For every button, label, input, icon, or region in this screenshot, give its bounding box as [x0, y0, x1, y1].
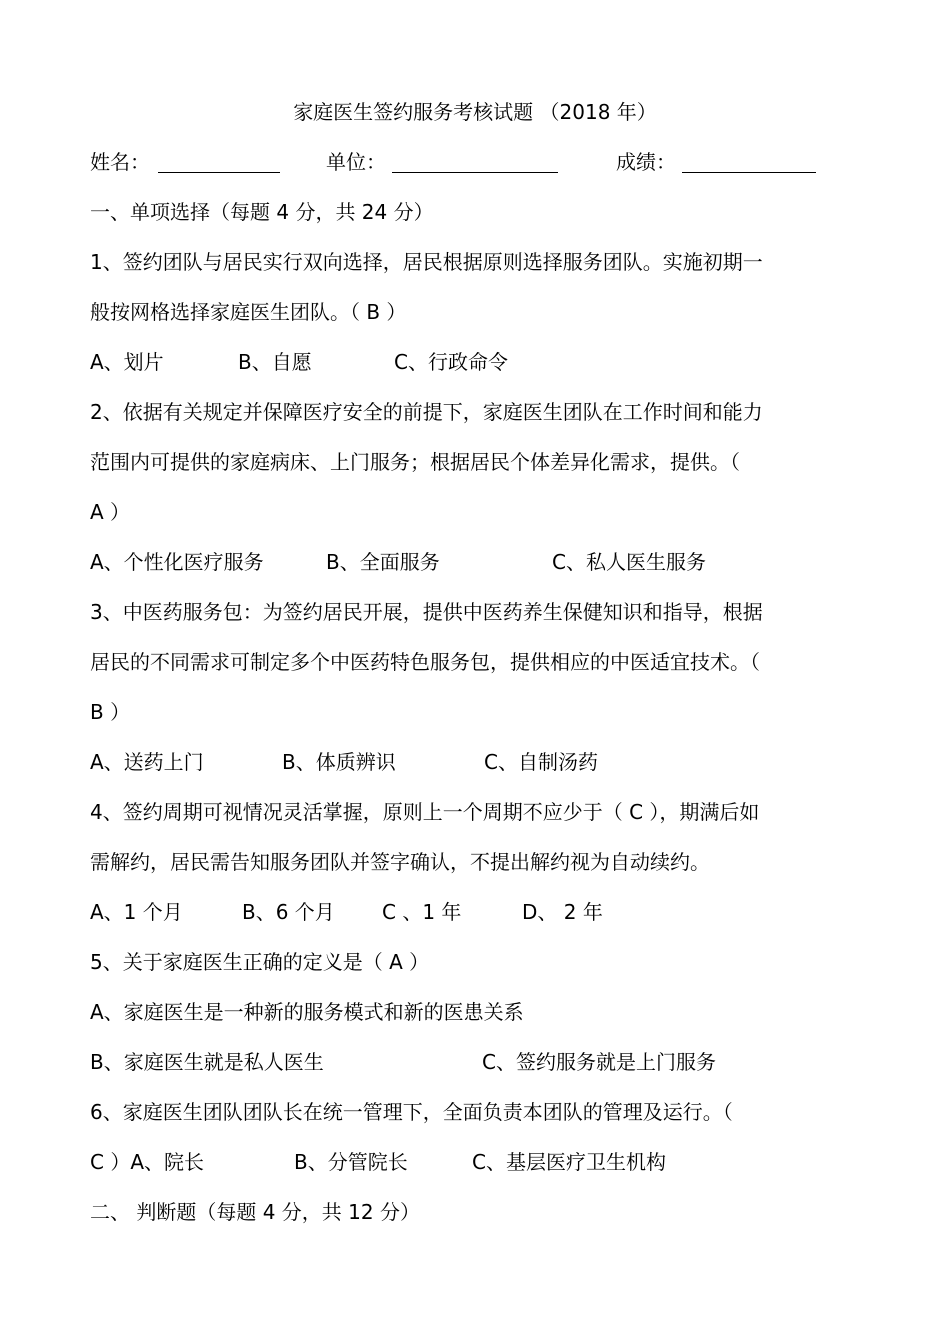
option: A、个性化医疗服务 [90, 550, 264, 574]
option: A、1 个月 [90, 900, 183, 924]
option: A、送药上门 [90, 750, 204, 774]
question-text: 2、依据有关规定并保障医疗安全的前提下，家庭医生团队在工作时间和能力 [90, 400, 763, 424]
option: B、自愿 [238, 350, 312, 374]
unit-label: 单位： [326, 150, 386, 174]
question-text: 居民的不同需求可制定多个中医药特色服务包，提供相应的中医适宜技术。（ [90, 650, 760, 674]
question-text: 需解约，居民需告知服务团队并签字确认，不提出解约视为自动续约。 [90, 850, 710, 874]
section-heading: 一、单项选择（每题 4 分，共 24 分） [90, 200, 434, 224]
option: C 、1 年 [382, 900, 462, 924]
name-label: 姓名： [90, 150, 150, 174]
score-label: 成绩： [616, 150, 676, 174]
option: C、私人医生服务 [552, 550, 706, 574]
option: D、 2 年 [522, 900, 603, 924]
unit-blank [392, 152, 558, 173]
page-title: 家庭医生签约服务考核试题 （2018 年） [293, 100, 657, 124]
question-text: 4、签约周期可视情况灵活掌握，原则上一个周期不应少于（ C ），期满后如 [90, 800, 760, 824]
question-text: B ） [90, 700, 131, 724]
option: C ）A、院长 [90, 1150, 205, 1174]
option: C、基层医疗卫生机构 [472, 1150, 666, 1174]
question-text: A ） [90, 500, 131, 524]
option: A、家庭医生是一种新的服务模式和新的医患关系 [90, 1000, 524, 1024]
option: B、分管院长 [294, 1150, 408, 1174]
option: B、全面服务 [326, 550, 440, 574]
section-heading: 二、 判断题（每题 4 分，共 12 分） [90, 1200, 420, 1224]
option: C、自制汤药 [484, 750, 598, 774]
question-text: 3、中医药服务包：为签约居民开展，提供中医药养生保健知识和指导，根据 [90, 600, 763, 624]
question-text: 5、关于家庭医生正确的定义是（ A ） [90, 950, 430, 974]
question-text: 1、签约团队与居民实行双向选择，居民根据原则选择服务团队。实施初期一 [90, 250, 763, 274]
option: C、签约服务就是上门服务 [482, 1050, 716, 1074]
question-text: 6、家庭医生团队团队长在统一管理下，全面负责本团队的管理及运行。（ [90, 1100, 733, 1124]
question-text: 范围内可提供的家庭病床、上门服务；根据居民个体差异化需求，提供。（ [90, 450, 740, 474]
option: B、6 个月 [242, 900, 335, 924]
option: B、家庭医生就是私人医生 [90, 1050, 324, 1074]
option: C、行政命令 [394, 350, 508, 374]
question-text: 般按网格选择家庭医生团队。（ B ） [90, 300, 407, 324]
option: B、体质辨识 [282, 750, 396, 774]
name-blank [158, 152, 280, 173]
option: A、划片 [90, 350, 164, 374]
score-blank [682, 152, 816, 173]
